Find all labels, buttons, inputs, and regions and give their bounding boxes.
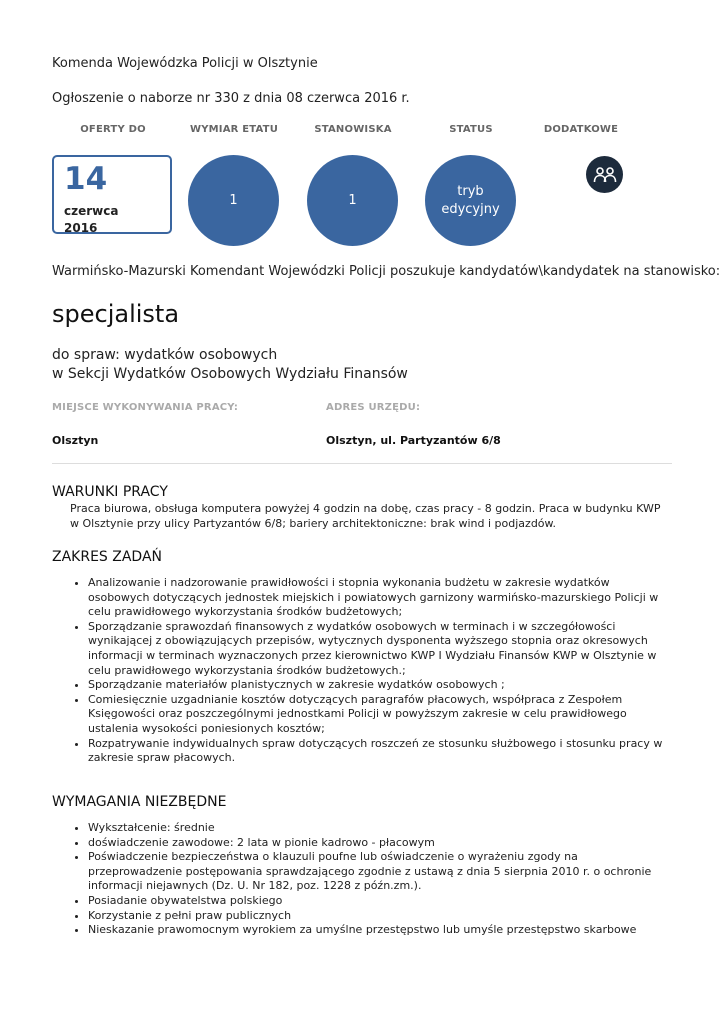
deadline-month: czerwca	[64, 204, 119, 218]
list-item: • Rozpatrywanie indywidualnych spraw dotyczących roszczeń ze stosunku służbowego i stosunku pracy w zakresie spraw płacowych.	[88, 737, 672, 766]
list-item: • Posiadanie obywatelstwa polskiego	[88, 894, 672, 909]
requirements-heading: WYMAGANIA NIEZBĘDNE	[52, 794, 227, 810]
section-divider	[52, 463, 672, 464]
status-label: STATUS	[449, 124, 493, 135]
list-item: • doświadczenie zawodowe: 2 lata w pionie kadrowo - płacowym	[88, 836, 672, 851]
position-subtitle-2: w Sekcji Wydatków Osobowych Wydziału Finansów	[52, 366, 408, 382]
list-item: • Nieskazanie prawomocnym wyrokiem za umyślne przestępstwo lub umyśle przestępstwo skarbowe	[88, 923, 672, 938]
deadline-date-box	[52, 155, 172, 234]
office-address-label: ADRES URZĘDU:	[326, 402, 421, 413]
list-item: • Korzystanie z pełni praw publicznych	[88, 909, 672, 924]
positions-label: STANOWISKA	[314, 124, 392, 135]
position-title: specjalista	[52, 300, 180, 328]
deadline-label: OFERTY DO	[80, 124, 146, 135]
status-line-2: edycyjny	[441, 201, 500, 217]
workload-value: 1	[229, 192, 238, 208]
list-item: • Comiesięcznie uzgadnianie kosztów dotyczących paragrafów płacowych, współpraca z Zespołem Księgowości oraz poszczególnymi jednostkami Policji w powyższym zakresie w celu prawidłowego ustalenia wysokości poniesionych kosztów;	[88, 693, 672, 737]
list-item: • Sporządzanie materiałów planistycznych w zakresie wydatków osobowych ;	[88, 678, 672, 693]
positions-value: 1	[348, 192, 357, 208]
deadline-day: 14	[64, 161, 108, 197]
announcement-title: Ogłoszenie o naborze nr 330 z dnia 08 czerwca 2016 r.	[52, 91, 410, 106]
status-circle	[425, 155, 516, 246]
conditions-heading: WARUNKI PRACY	[52, 484, 168, 500]
conditions-text: Praca biurowa, obsługa komputera powyżej 4 godzin na dobę, czas pracy - 8 godzin. Praca w budynku KWP w Olsztynie przy ulicy Partyzantów 6/8; bariery architektoniczne: brak wind i podjazdów.	[70, 502, 661, 530]
people-icon	[586, 156, 623, 193]
duties-heading: ZAKRES ZADAŃ	[52, 549, 163, 565]
extra-label: DODATKOWE	[543, 124, 619, 135]
work-place-label: MIEJSCE WYKONYWANIA PRACY:	[52, 402, 239, 413]
office-address-value: Olsztyn, ul. Partyzantów 6/8	[326, 434, 501, 447]
work-place-value: Olsztyn	[52, 434, 99, 447]
list-item: • Analizowanie i nadzorowanie prawidłowości i stopnia wykonania budżetu w zakresie wydatków osobowych dotyczących jednostek miejskich i powiatowych garnizony warmińsko-mazurskiego Policji w celu prawidłowego wykorzystania środków budżetowych;	[88, 576, 672, 620]
intro-text: Warmińsko-Mazurski Komendant Wojewódzki Policji poszukuje kandydatów\kandydatek na stanowisko:	[52, 264, 721, 279]
status-line-1: tryb	[457, 183, 484, 199]
deadline-year: 2016	[64, 221, 98, 235]
workload-circle	[188, 155, 279, 246]
list-item: • Sporządzanie sprawozdań finansowych z wydatków osobowych w terminach i w szczegółowości wynikającej z obowiązujących przepisów, wytycznych dysponenta wyższego stopnia oraz okresowych informacji w terminach wyznaczonych przez kierownictwo KWP I Wydziału Finansów KWP w Olsztynie w celu prawidłowego wykorzystania środków budżetowych.;	[88, 620, 672, 678]
list-item: • Poświadczenie bezpieczeństwa o klauzuli poufne lub oświadczenie o wyrażeniu zgody na przeprowadzenie postępowania sprawdzającego zgodnie z ustawą z dnia 5 sierpnia 2010 r. o ochronie informacji niejawnych (Dz. U. Nr 182, poz. 1228 z późn.zm.).	[88, 850, 672, 894]
duties-list	[52, 576, 672, 766]
organization-name: Komenda Wojewódzka Policji w Olsztynie	[52, 56, 318, 71]
requirements-list	[52, 821, 672, 938]
positions-circle	[307, 155, 398, 246]
position-subtitle-1: do spraw: wydatków osobowych	[52, 347, 278, 363]
list-item: • Wykształcenie: średnie	[88, 821, 672, 836]
deadline-month-year	[64, 203, 118, 237]
workload-label: WYMIAR ETATU	[189, 124, 279, 135]
